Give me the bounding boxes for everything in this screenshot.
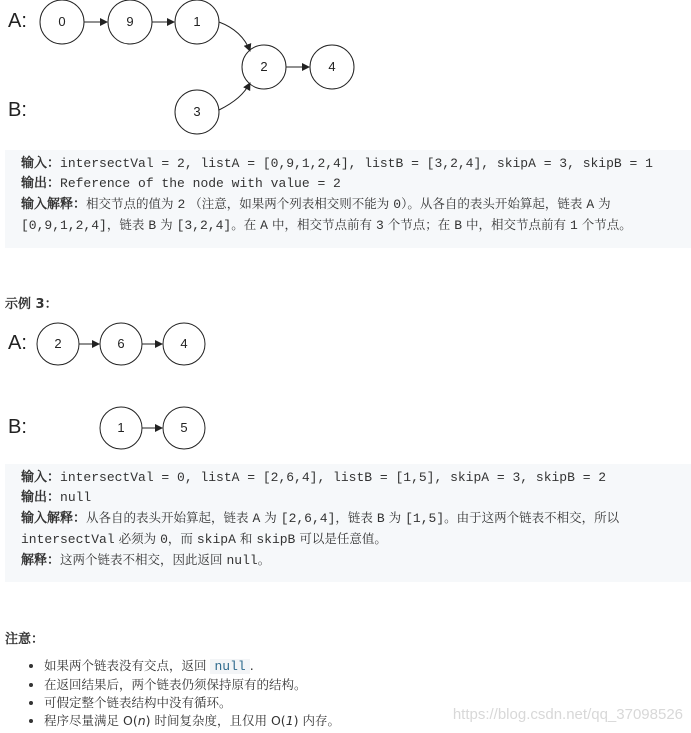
notes-heading: 注意： xyxy=(5,632,45,647)
example-3-heading: 示例 3： xyxy=(5,297,58,312)
edge-1-2 xyxy=(219,22,250,51)
node-0-value: 0 xyxy=(58,14,66,29)
notes-list xyxy=(26,657,340,730)
node-b1-value: 1 xyxy=(117,420,125,435)
ex2-output-line: 输出：Reference of the node with value = 2 xyxy=(21,176,341,191)
node-1-value: 1 xyxy=(193,14,201,29)
note-item: • 程序尽量满足 O(n) 时间复杂度，且仅用 O(1) 内存。 xyxy=(44,712,340,730)
note-item: • 可假定整个链表结构中没有循环。 xyxy=(44,694,340,712)
note-item: • 在返回结果后，两个链表仍须保持原有的结构。 xyxy=(44,676,340,694)
ex3-explain-line: 输入解释：从各自的表头开始算起，链表 A 为 [2,6,4]，链表 B 为 [1,5]。由于这两个链表不相交，所以 xyxy=(21,510,620,526)
ex3-explanation-line: 解释：这两个链表不相交，因此返回 null。 xyxy=(21,552,271,568)
ex2-diagram xyxy=(0,0,691,140)
ex2-explain-line-2: [0,9,1,2,4]，链表 B 为 [3,2,4]。在 A 中，相交节点前有 3 个节点；在 B 中，相交节点前有 1 个节点。 xyxy=(21,217,632,233)
node-b5-value: 5 xyxy=(180,420,188,435)
ex3-explain-line-2: intersectVal 必须为 0，而 skipA 和 skipB 可以是任意值。 xyxy=(21,531,387,547)
ex3-list-b-label: B: xyxy=(8,416,27,438)
node-3-value: 3 xyxy=(193,104,201,119)
note-item: • 如果两个链表没有交点，返回 null . xyxy=(44,657,340,676)
list-b-label: B: xyxy=(8,99,27,121)
ex3-diagram xyxy=(0,315,691,455)
node-a2-value: 2 xyxy=(54,336,62,351)
node-a4-value: 4 xyxy=(180,336,188,351)
ex3-input-line: 输入：intersectVal = 0, listA = [2,6,4], listB = [1,5], skipA = 3, skipB = 2 xyxy=(21,470,607,485)
ex3-output-line: 输出：null xyxy=(21,490,92,505)
list-a-label: A: xyxy=(8,10,27,32)
node-a6-value: 6 xyxy=(117,336,125,351)
ex2-input-line: 输入：intersectVal = 2, listA = [0,9,1,2,4], listB = [3,2,4], skipA = 3, skipB = 1 xyxy=(21,156,653,171)
ex2-explain-line: 输入解释：相交节点的值为 2 （注意，如果两个列表相交则不能为 0）。从各自的表头开始算起，链表 A 为 xyxy=(21,196,611,212)
node-9-value: 9 xyxy=(126,14,134,29)
ex3-list-a-label: A: xyxy=(8,332,27,354)
node-2-value: 2 xyxy=(260,59,268,74)
edge-3-2 xyxy=(219,83,250,110)
node-4-value: 4 xyxy=(328,59,336,74)
example-2-io-box xyxy=(5,150,691,248)
watermark: https://blog.csdn.net/qq_37098526 xyxy=(452,706,683,723)
example-3-io-box xyxy=(5,464,691,582)
null-code: null xyxy=(210,659,249,674)
